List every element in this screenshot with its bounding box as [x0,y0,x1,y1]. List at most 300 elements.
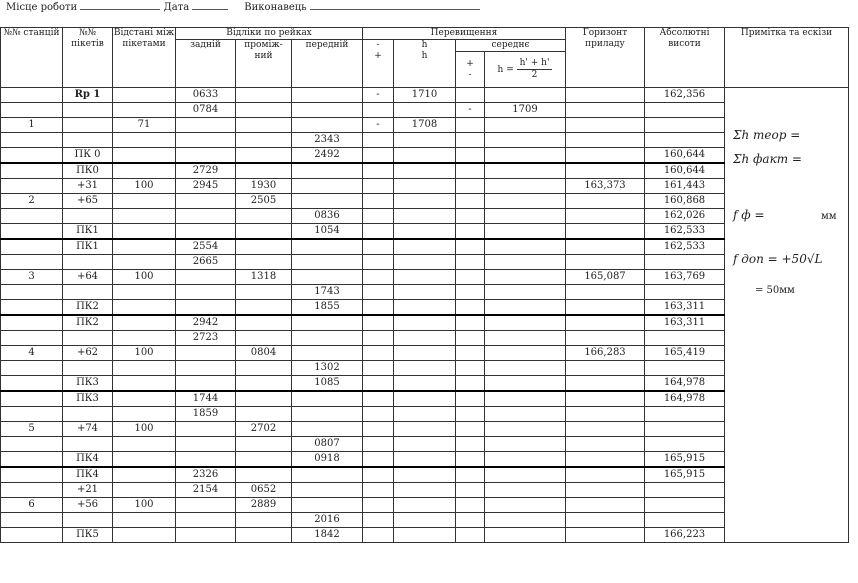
cell-horizon: 163,373 [566,179,645,194]
cell-picket [63,513,113,528]
cell-intermediate [236,224,292,240]
cell-back: 2554 [176,239,236,255]
cell-absolute: 164,978 [645,376,725,392]
cell-front [292,255,363,270]
cell-absolute: 164,978 [645,391,725,407]
cell-picket [63,255,113,270]
cell-intermediate [236,376,292,392]
col-mean-formula [485,52,566,88]
cell-picket: ПК3 [63,391,113,407]
cell-sign [363,498,394,513]
cell-h: 1710 [394,88,456,103]
cell-absolute: 163,311 [645,300,725,316]
cell-intermediate [236,148,292,164]
cell-sign [363,331,394,346]
cell-horizon [566,407,645,422]
cell-h [394,422,456,437]
cell-station [1,361,63,376]
cell-mean-sign [456,467,485,483]
cell-mean-h [485,437,566,452]
cell-intermediate [236,239,292,255]
cell-back [176,209,236,224]
table-row [1,148,849,164]
executor-label: Виконавець [244,2,307,13]
cell-station: 4 [1,346,63,361]
cell-h [394,376,456,392]
cell-mean-h [485,163,566,179]
cell-mean-sign [456,270,485,285]
cell-horizon [566,452,645,468]
cell-picket: +64 [63,270,113,285]
cell-picket [63,209,113,224]
sum-fact: Σh факт = [733,152,802,166]
cell-intermediate [236,361,292,376]
cell-picket [63,285,113,300]
cell-h [394,513,456,528]
cell-back [176,422,236,437]
cell-absolute [645,437,725,452]
cell-intermediate [236,88,292,103]
cell-front [292,239,363,255]
table-row [1,239,849,255]
form-header [6,0,480,13]
cell-mean-h [485,300,566,316]
table-row [1,528,849,543]
cell-station [1,148,63,164]
cell-distance [113,452,176,468]
sign-minus: - [376,40,380,50]
table-row [1,209,849,224]
cell-absolute [645,498,725,513]
cell-sign [363,179,394,194]
cell-distance [113,148,176,164]
cell-station [1,331,63,346]
cell-sign [363,148,394,164]
cell-station [1,391,63,407]
cell-front [292,483,363,498]
cell-front [292,346,363,361]
cell-station [1,209,63,224]
cell-back: 2942 [176,315,236,331]
cell-absolute [645,361,725,376]
cell-station [1,239,63,255]
cell-front [292,118,363,133]
cell-intermediate: 2889 [236,498,292,513]
cell-intermediate [236,255,292,270]
cell-station [1,255,63,270]
cell-mean-h [485,209,566,224]
cell-distance [113,437,176,452]
table-row [1,315,849,331]
cell-h [394,528,456,543]
cell-distance: 100 [113,179,176,194]
cell-back [176,133,236,148]
col-picket: №№ пікетів [63,28,113,88]
cell-back [176,346,236,361]
cell-intermediate [236,103,292,118]
f-allow-value: = 50мм [755,285,795,296]
cell-back [176,452,236,468]
table-row [1,103,849,118]
mean-sign-minus: - [468,69,472,80]
cell-horizon [566,285,645,300]
col-horizon: Горизонт приладу [566,28,645,88]
cell-picket [63,437,113,452]
cell-intermediate [236,163,292,179]
cell-back [176,118,236,133]
cell-horizon [566,239,645,255]
cell-picket [63,118,113,133]
cell-intermediate: 2702 [236,422,292,437]
cell-back [176,376,236,392]
cell-distance [113,528,176,543]
cell-station: 2 [1,194,63,209]
cell-station [1,88,63,103]
cell-h [394,331,456,346]
cell-picket: +65 [63,194,113,209]
cell-sign [363,346,394,361]
cell-front: 1302 [292,361,363,376]
cell-mean-sign [456,331,485,346]
leveling-table [0,27,849,543]
cell-picket: ПК0 [63,163,113,179]
cell-station [1,315,63,331]
cell-h [394,224,456,240]
table-row [1,331,849,346]
cell-horizon [566,209,645,224]
cell-back [176,148,236,164]
cell-absolute [645,255,725,270]
cell-distance [113,315,176,331]
formula-numerator: h' + h' [517,58,553,70]
cell-mean-h [485,513,566,528]
cell-back: 1859 [176,407,236,422]
cell-horizon [566,300,645,316]
cell-sign [363,133,394,148]
cell-intermediate [236,452,292,468]
cell-front: 1842 [292,528,363,543]
cell-mean-sign [456,437,485,452]
table-row [1,361,849,376]
cell-mean-sign [456,361,485,376]
cell-absolute [645,422,725,437]
cell-absolute [645,407,725,422]
cell-h [394,498,456,513]
cell-sign [363,163,394,179]
cell-distance [113,209,176,224]
cell-mean-h [485,407,566,422]
cell-sign [363,513,394,528]
cell-distance [113,103,176,118]
cell-absolute [645,133,725,148]
cell-mean-h [485,224,566,240]
table-row [1,224,849,240]
cell-station [1,133,63,148]
cell-h [394,483,456,498]
cell-station: 5 [1,422,63,437]
cell-front: 2492 [292,148,363,164]
table-row [1,346,849,361]
cell-back [176,528,236,543]
cell-front: 0807 [292,437,363,452]
cell-intermediate [236,209,292,224]
table-row [1,285,849,300]
cell-mean-h [485,118,566,133]
cell-intermediate: 1930 [236,179,292,194]
cell-mean-h [485,331,566,346]
cell-front [292,163,363,179]
cell-mean-h [485,528,566,543]
cell-horizon [566,483,645,498]
cell-horizon [566,361,645,376]
cell-picket: +74 [63,422,113,437]
cell-horizon [566,133,645,148]
cell-station [1,103,63,118]
cell-horizon [566,103,645,118]
cell-mean-sign [456,148,485,164]
table-row [1,163,849,179]
cell-picket: ПК 0 [63,148,113,164]
cell-h: 1708 [394,118,456,133]
cell-horizon [566,331,645,346]
cell-intermediate: 1318 [236,270,292,285]
col-back: задній [176,40,236,88]
mean-sign-plus: + [466,58,474,69]
cell-distance [113,194,176,209]
sign-plus: + [374,51,382,61]
cell-station [1,300,63,316]
col-intermediate: проміж-ний [236,40,292,88]
cell-picket: ПК1 [63,239,113,255]
cell-intermediate [236,528,292,543]
cell-sign [363,103,394,118]
cell-horizon [566,255,645,270]
cell-intermediate [236,133,292,148]
cell-mean-sign [456,422,485,437]
cell-mean-h [485,270,566,285]
cell-sign [363,437,394,452]
cell-sign [363,528,394,543]
cell-back [176,513,236,528]
cell-picket: Rp 1 [63,88,113,103]
cell-sign [363,224,394,240]
cell-back: 2665 [176,255,236,270]
cell-back [176,194,236,209]
cell-sign [363,300,394,316]
cell-distance: 100 [113,498,176,513]
cell-h [394,407,456,422]
cell-intermediate [236,513,292,528]
cell-h [394,361,456,376]
cell-front [292,179,363,194]
cell-mean-h [485,194,566,209]
cell-distance [113,239,176,255]
cell-mean-sign [456,376,485,392]
cell-mean-sign [456,407,485,422]
cell-sign [363,422,394,437]
cell-back [176,498,236,513]
cell-distance [113,513,176,528]
cell-front [292,467,363,483]
cell-picket: ПК4 [63,452,113,468]
cell-distance [113,467,176,483]
cell-h [394,194,456,209]
cell-distance [113,255,176,270]
cell-sign [363,270,394,285]
cell-station [1,528,63,543]
cell-mean-h [485,285,566,300]
cell-picket: ПК5 [63,528,113,543]
cell-front: 1855 [292,300,363,316]
cell-distance [113,88,176,103]
cell-horizon [566,148,645,164]
cell-absolute [645,513,725,528]
table-body [1,88,849,543]
cell-back [176,224,236,240]
cell-back: 0633 [176,88,236,103]
cell-intermediate: 0652 [236,483,292,498]
col-absolute: Абсолютні висоти [645,28,725,88]
cell-front: 1054 [292,224,363,240]
cell-horizon: 165,087 [566,270,645,285]
cell-absolute: 162,026 [645,209,725,224]
cell-intermediate [236,437,292,452]
cell-intermediate [236,300,292,316]
cell-h [394,270,456,285]
cell-absolute: 165,915 [645,467,725,483]
cell-front: 2016 [292,513,363,528]
cell-picket: ПК1 [63,224,113,240]
cell-h [394,133,456,148]
cell-front [292,88,363,103]
cell-mean-sign [456,255,485,270]
cell-h [394,179,456,194]
cell-front [292,103,363,118]
formula-lhs: h = [497,65,514,75]
executor-field[interactable] [310,0,480,10]
cell-station [1,483,63,498]
cell-mean-h [485,452,566,468]
col-readings: Відліки по рейках [176,28,363,40]
table-row [1,407,849,422]
cell-mean-sign [456,133,485,148]
cell-h [394,467,456,483]
cell-intermediate [236,118,292,133]
cell-absolute: 160,644 [645,163,725,179]
cell-station [1,179,63,194]
cell-station [1,407,63,422]
formula-fraction [517,58,553,81]
cell-mean-h [485,376,566,392]
cell-h [394,315,456,331]
cell-absolute [645,285,725,300]
cell-mean-sign [456,528,485,543]
cell-h [394,103,456,118]
cell-absolute: 165,915 [645,452,725,468]
date-field[interactable] [192,0,228,10]
cell-horizon [566,467,645,483]
cell-front [292,194,363,209]
col-note: Примітка та ескізи [725,28,849,88]
cell-absolute: 162,533 [645,224,725,240]
cell-front: 0918 [292,452,363,468]
table-row [1,437,849,452]
cell-back: 2154 [176,483,236,498]
cell-h [394,300,456,316]
cell-back: 2326 [176,467,236,483]
cell-horizon [566,391,645,407]
cell-back [176,285,236,300]
cell-distance [113,224,176,240]
cell-horizon [566,163,645,179]
cell-sign [363,391,394,407]
f-phi: f ф = [733,208,765,222]
cell-mean-h [485,88,566,103]
cell-front [292,331,363,346]
cell-absolute: 162,356 [645,88,725,103]
place-label: Місце роботи [6,2,78,13]
cell-back: 0784 [176,103,236,118]
col-distance: Відстані між пікетами [113,28,176,88]
cell-sign [363,376,394,392]
cell-intermediate [236,331,292,346]
cell-distance [113,331,176,346]
cell-absolute [645,103,725,118]
table-row [1,194,849,209]
f-phi-unit: мм [821,211,837,222]
cell-station: 3 [1,270,63,285]
cell-back: 1744 [176,391,236,407]
col-excess: Перевищення [363,28,566,40]
cell-h [394,163,456,179]
cell-mean-sign [456,209,485,224]
cell-mean-h [485,255,566,270]
cell-sign [363,209,394,224]
cell-mean-h [485,391,566,407]
cell-distance [113,483,176,498]
cell-mean-sign [456,391,485,407]
cell-picket [63,407,113,422]
f-allow: f доп = +50√L [733,252,823,266]
cell-horizon [566,376,645,392]
cell-sign [363,315,394,331]
cell-station: 6 [1,498,63,513]
cell-mean-sign [456,239,485,255]
cell-h [394,437,456,452]
cell-h [394,255,456,270]
table-row [1,255,849,270]
cell-horizon [566,118,645,133]
cell-h [394,148,456,164]
cell-mean-sign [456,224,485,240]
cell-sign: - [363,118,394,133]
table-row [1,498,849,513]
formula-denominator: 2 [531,70,538,80]
cell-distance [113,391,176,407]
cell-picket [63,361,113,376]
table-row [1,118,849,133]
cell-back [176,270,236,285]
cell-front [292,315,363,331]
col-sign [363,40,394,88]
cell-mean-sign [456,315,485,331]
cell-distance [113,133,176,148]
place-field[interactable] [80,0,160,10]
cell-front: 0836 [292,209,363,224]
cell-sign [363,407,394,422]
cell-sign [363,239,394,255]
col-mean-sign [456,52,485,88]
